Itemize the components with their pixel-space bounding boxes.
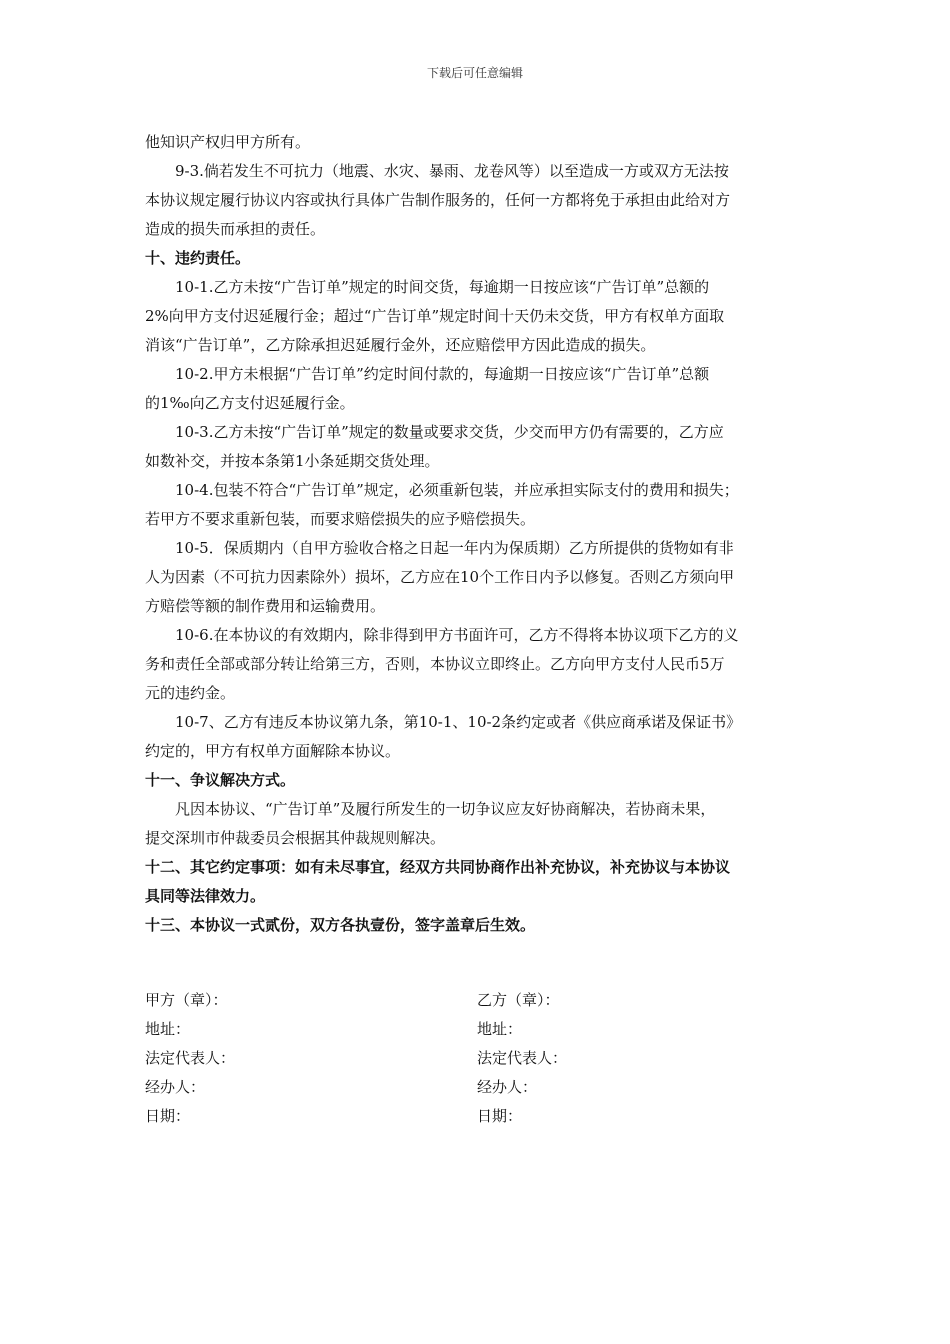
section-heading: 十二、其它约定事项：如有未尽事宜，经双方共同协商作出补充协议，补充协议与本协议 bbox=[145, 858, 731, 876]
body-line: 10-4.包装不符合“广告订单”规定，必须重新包装，并应承担实际支付的费用和损失； bbox=[175, 481, 739, 499]
signature-row bbox=[145, 986, 810, 1015]
body-line: 约定的，甲方有权单方面解除本协议。 bbox=[145, 742, 401, 760]
body-line: 造成的损失而承担的责任。 bbox=[145, 220, 326, 238]
signature-block bbox=[145, 986, 810, 1131]
document-body bbox=[145, 128, 810, 940]
body-line: 的1‰向乙方支付迟延履行金。 bbox=[145, 394, 355, 412]
body-line: 10-2.甲方未根据“广告订单”约定时间付款的，每逾期一日按应该“广告订单”总额 bbox=[175, 365, 710, 383]
party-a-legal-rep-label: 法定代表人： bbox=[145, 1049, 236, 1067]
body-line: 10-1.乙方未按“广告订单”规定的时间交货，每逾期一日按应该“广告订单”总额的 bbox=[175, 278, 710, 296]
party-a-seal-label: 甲方（章）： bbox=[145, 991, 228, 1009]
signature-row bbox=[145, 1015, 810, 1044]
body-line: 9-3.倘若发生不可抗力（地震、水灾、暴雨、龙卷风等）以至造成一方或双方无法按 bbox=[175, 162, 729, 180]
body-line: 他知识产权归甲方所有。 bbox=[145, 133, 311, 151]
body-line: 元的违约金。 bbox=[145, 684, 236, 702]
body-line: 本协议规定履行协议内容或执行具体广告制作服务的，任何一方都将免于承担由此给对方 bbox=[145, 191, 731, 209]
section-heading: 十三、本协议一式贰份，双方各执壹份，签字盖章后生效。 bbox=[145, 916, 536, 934]
section-heading: 十、违约责任。 bbox=[145, 249, 251, 267]
party-b-date-label: 日期： bbox=[477, 1107, 523, 1125]
party-a-handler-label: 经办人： bbox=[145, 1078, 206, 1096]
body-line: 人为因素（不可抗力因素除外）损坏，乙方应在10个工作日内予以修复。否则乙方须向甲 bbox=[145, 568, 735, 586]
party-a-date-label: 日期： bbox=[145, 1107, 191, 1125]
body-line: 提交深圳市仲裁委员会根据其仲裁规则解决。 bbox=[145, 829, 446, 847]
body-line: 务和责任全部或部分转让给第三方，否则，本协议立即终止。乙方向甲方支付人民币5万 bbox=[145, 655, 725, 673]
signature-row bbox=[145, 1102, 810, 1131]
body-line: 凡因本协议、“广告订单”及履行所发生的一切争议应友好协商解决，若协商未果， bbox=[175, 800, 716, 818]
party-b-seal-label: 乙方（章）： bbox=[477, 991, 560, 1009]
page-header: 下载后可任意编辑 bbox=[426, 66, 523, 80]
body-line: 若甲方不要求重新包装，而要求赔偿损失的应予赔偿损失。 bbox=[145, 510, 536, 528]
body-line: 10-5．保质期内（自甲方验收合格之日起一年内为保质期）乙方所提供的货物如有非 bbox=[175, 539, 734, 557]
party-b-legal-rep-label: 法定代表人： bbox=[477, 1049, 568, 1067]
signature-row bbox=[145, 1044, 810, 1073]
party-b-address-label: 地址： bbox=[477, 1020, 523, 1038]
body-line: 消该“广告订单”，乙方除承担迟延履行金外，还应赔偿甲方因此造成的损失。 bbox=[145, 336, 656, 354]
section-heading: 十一、争议解决方式。 bbox=[145, 771, 296, 789]
body-line: 方赔偿等额的制作费用和运输费用。 bbox=[145, 597, 386, 615]
body-line: 10-6.在本协议的有效期内，除非得到甲方书面许可，乙方不得将本协议项下乙方的义 bbox=[175, 626, 739, 644]
body-line: 10-3.乙方未按“广告订单”规定的数量或要求交货，少交而甲方仍有需要的，乙方应 bbox=[175, 423, 724, 441]
party-b-handler-label: 经办人： bbox=[477, 1078, 538, 1096]
signature-row bbox=[145, 1073, 810, 1102]
body-line: 2%向甲方支付迟延履行金；超过“广告订单”规定时间十天仍未交货，甲方有权单方面取 bbox=[145, 307, 725, 325]
party-a-address-label: 地址： bbox=[145, 1020, 191, 1038]
section-heading: 具同等法律效力。 bbox=[145, 887, 266, 905]
body-line: 10-7、乙方有违反本协议第九条，第10-1、10-2条约定或者《供应商承诺及保证书》 bbox=[175, 713, 742, 731]
body-line: 如数补交，并按本条第1小条延期交货处理。 bbox=[145, 452, 440, 470]
